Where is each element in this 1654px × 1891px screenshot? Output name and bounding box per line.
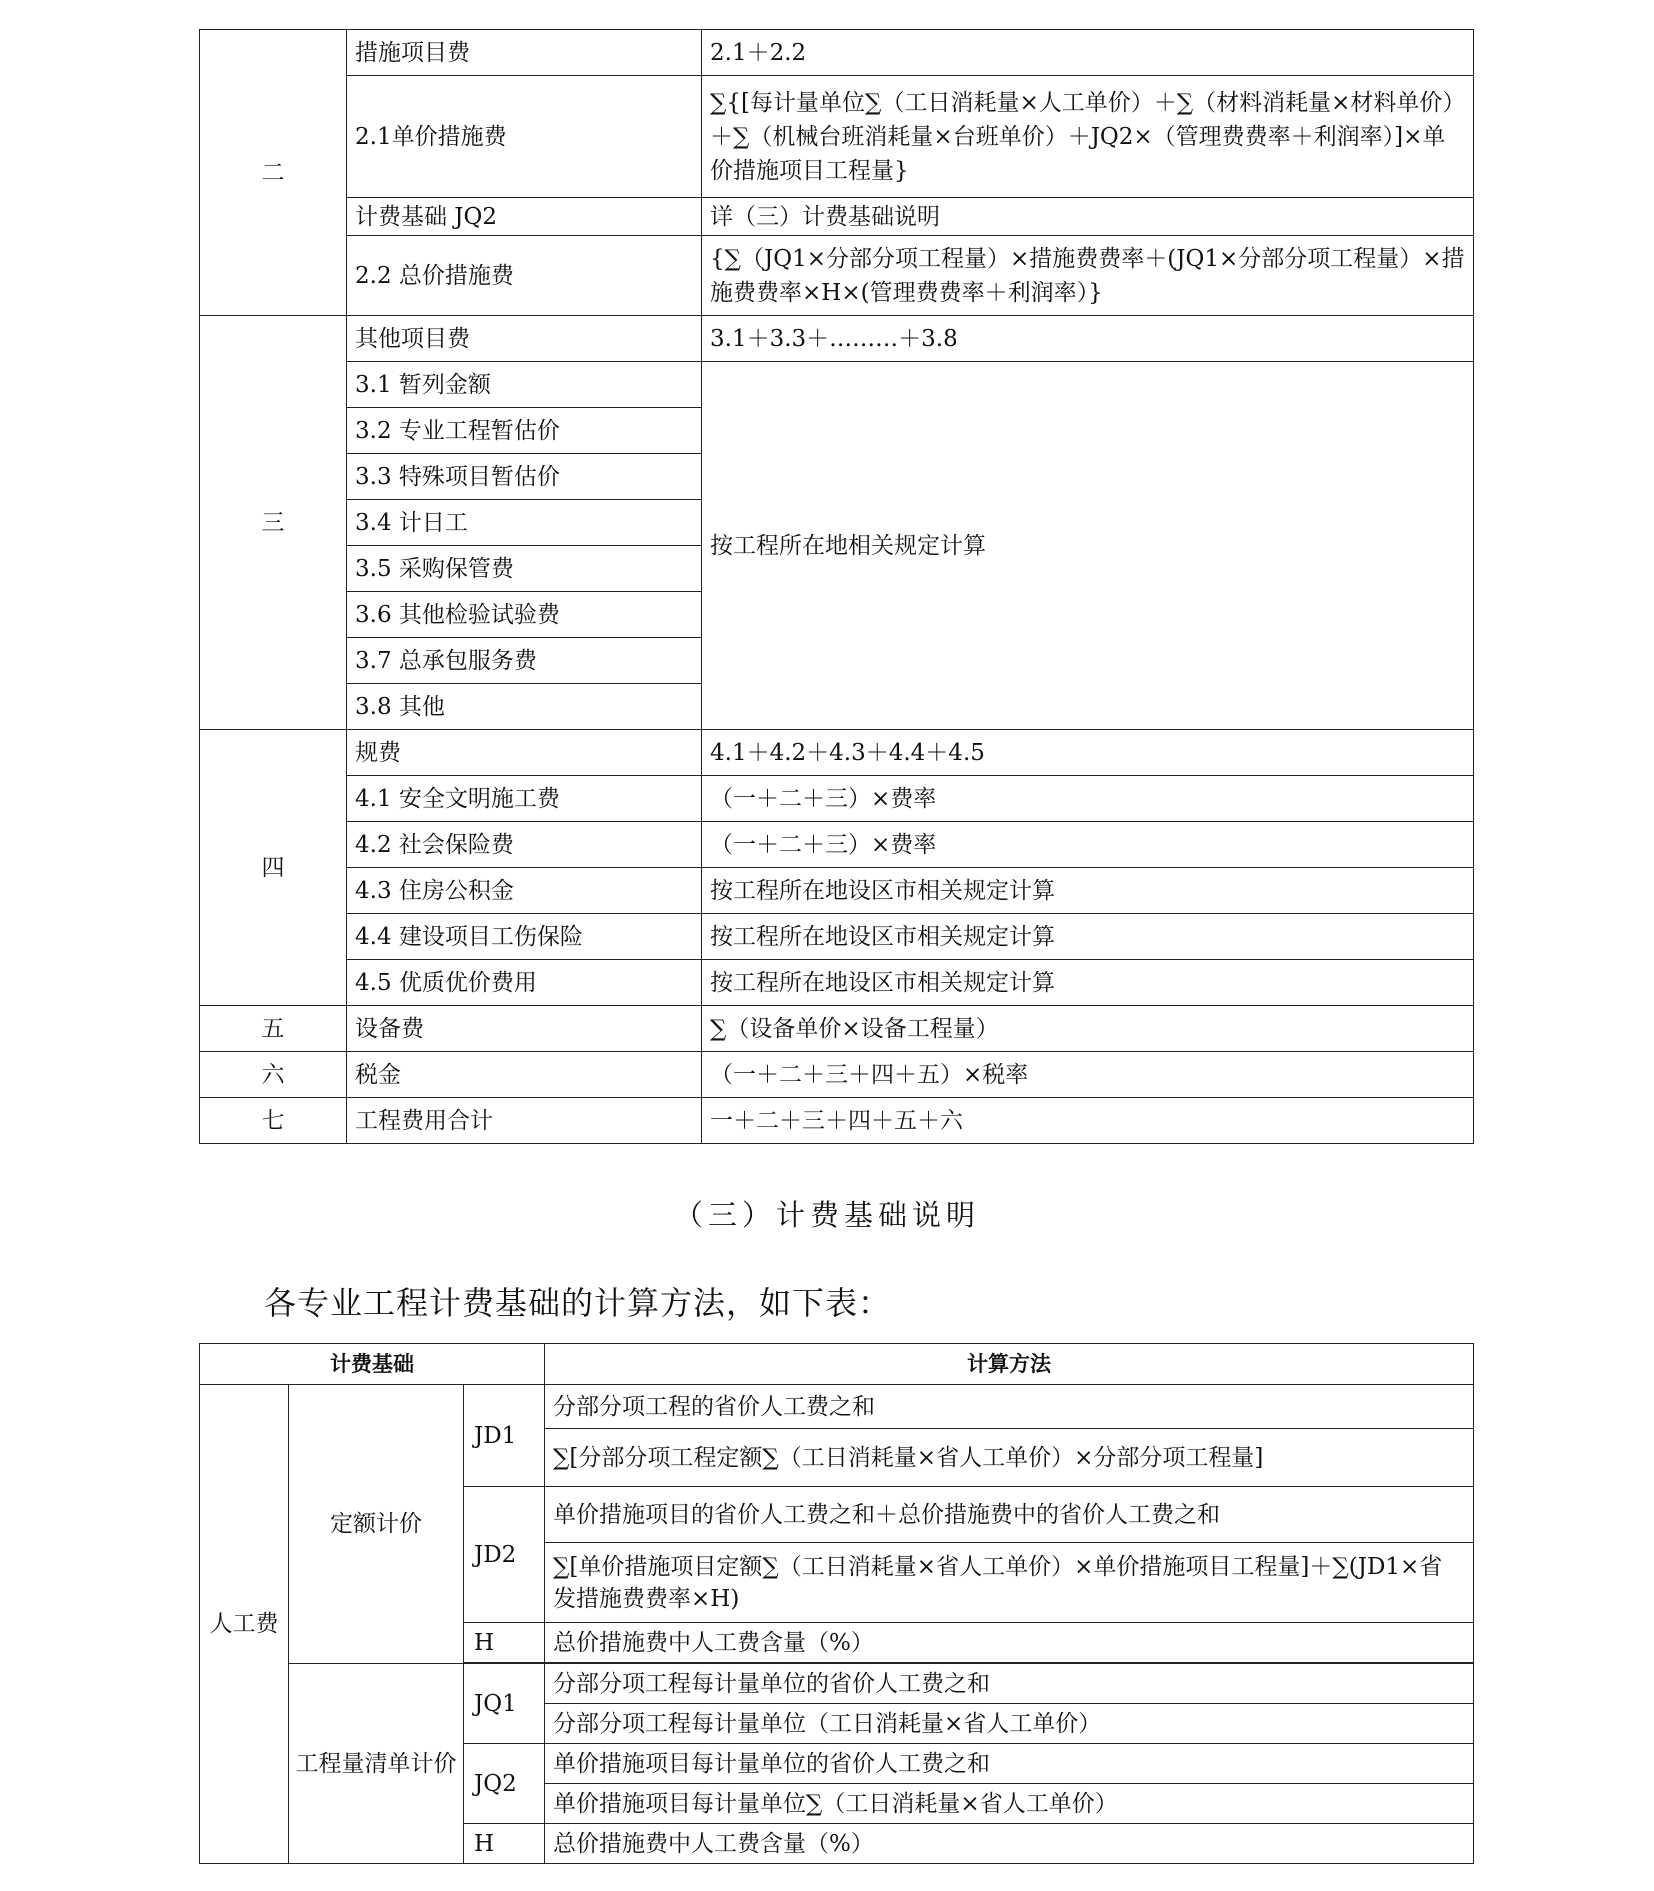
- bill-pricing: 工程量清单计价: [289, 1664, 464, 1864]
- section-num-2: 二: [200, 30, 347, 316]
- section-num-3: 三: [200, 316, 347, 730]
- item-formula: ∑{[每计量单位∑（工日消耗量×人工单价）＋∑（材料消耗量×材料单价）＋∑（机械台班消耗量×台班单价）＋JQ2×（管理费费率＋利润率）]×单价措施项目工程量}: [702, 76, 1474, 198]
- item-formula: 4.1＋4.2＋4.3＋4.4＋4.5: [702, 730, 1474, 776]
- item-name: 3.1 暂列金额: [347, 362, 702, 408]
- item-formula: 一＋二＋三＋四＋五＋六: [702, 1098, 1474, 1144]
- item-name: 3.8 其他: [347, 684, 702, 730]
- item-name: 规费: [347, 730, 702, 776]
- item-formula: 按工程所在地设区市相关规定计算: [702, 960, 1474, 1006]
- key-h: H: [464, 1824, 545, 1864]
- item-name: 4.4 建设项目工伤保险: [347, 914, 702, 960]
- item-name: 4.3 住房公积金: [347, 868, 702, 914]
- intro-paragraph: 各专业工程计费基础的计算方法，如下表：: [264, 1284, 892, 1322]
- method-line: 分部分项工程每计量单位（工日消耗量×省人工单价）: [545, 1704, 1474, 1744]
- method-line: 分部分项工程的省价人工费之和: [545, 1385, 1474, 1429]
- method-line: ∑[分部分项工程定额∑（工日消耗量×省人工单价）×分部分项工程量]: [545, 1429, 1474, 1487]
- item-name: 3.4 计日工: [347, 500, 702, 546]
- item-formula: 按工程所在地设区市相关规定计算: [702, 914, 1474, 960]
- item-name: 2.2 总价措施费: [347, 236, 702, 316]
- key-jq2: JQ2: [464, 1744, 545, 1824]
- header-method: 计算方法: [545, 1344, 1474, 1385]
- section-num-7: 七: [200, 1098, 347, 1144]
- method-line: 单价措施项目每计量单位的省价人工费之和: [545, 1744, 1474, 1784]
- section-num-6: 六: [200, 1052, 347, 1098]
- billing-basis-table: [199, 1343, 1474, 1864]
- item-formula: ∑（设备单价×设备工程量）: [702, 1006, 1474, 1052]
- item-formula: 按工程所在地设区市相关规定计算: [702, 868, 1474, 914]
- item-name: 税金: [347, 1052, 702, 1098]
- item-name: 设备费: [347, 1006, 702, 1052]
- item-name: 3.5 采购保管费: [347, 546, 702, 592]
- method-line: 单价措施项目的省价人工费之和＋总价措施费中的省价人工费之和: [545, 1487, 1474, 1543]
- method-line: 分部分项工程每计量单位的省价人工费之和: [545, 1664, 1474, 1704]
- item-name: 4.2 社会保险费: [347, 822, 702, 868]
- section-title: （三）计费基础说明: [673, 1198, 980, 1232]
- cost-composition-table: [199, 29, 1474, 1144]
- item-name: 其他项目费: [347, 316, 702, 362]
- key-jq1: JQ1: [464, 1664, 545, 1744]
- shared-formula: 按工程所在地相关规定计算: [702, 362, 1474, 730]
- item-name: 3.6 其他检验试验费: [347, 592, 702, 638]
- method-line: 单价措施项目每计量单位∑（工日消耗量×省人工单价）: [545, 1784, 1474, 1824]
- item-name: 2.1单价措施费: [347, 76, 702, 198]
- item-formula: （一＋二＋三）×费率: [702, 776, 1474, 822]
- item-name: 计费基础 JQ2: [347, 198, 702, 236]
- key-jd1: JD1: [464, 1385, 545, 1487]
- item-name: 措施项目费: [347, 30, 702, 76]
- item-name: 4.1 安全文明施工费: [347, 776, 702, 822]
- category-labor: 人工费: [200, 1385, 289, 1864]
- quota-pricing: 定额计价: [289, 1385, 464, 1664]
- item-formula: 3.1＋3.3＋………＋3.8: [702, 316, 1474, 362]
- item-name: 3.3 特殊项目暂估价: [347, 454, 702, 500]
- section-num-5: 五: [200, 1006, 347, 1052]
- item-formula: 2.1＋2.2: [702, 30, 1474, 76]
- item-name: 4.5 优质优价费用: [347, 960, 702, 1006]
- item-name: 3.2 专业工程暂估价: [347, 408, 702, 454]
- section-num-4: 四: [200, 730, 347, 1006]
- method-line: 总价措施费中人工费含量（%）: [545, 1824, 1474, 1864]
- item-formula: （一＋二＋三＋四＋五）×税率: [702, 1052, 1474, 1098]
- item-formula: {∑（JQ1×分部分项工程量）×措施费费率＋(JQ1×分部分项工程量）×措施费费率×H×(管理费费率＋利润率）}: [702, 236, 1474, 316]
- method-line: ∑[单价措施项目定额∑（工日消耗量×省人工单价）×单价措施项目工程量]＋∑(JD1×省发措施费费率×H): [545, 1543, 1474, 1623]
- item-name: 3.7 总承包服务费: [347, 638, 702, 684]
- header-basis: 计费基础: [200, 1344, 545, 1385]
- key-jd2: JD2: [464, 1487, 545, 1623]
- method-line: 总价措施费中人工费含量（%）: [545, 1623, 1474, 1663]
- key-h: H: [464, 1623, 545, 1663]
- item-name: 工程费用合计: [347, 1098, 702, 1144]
- item-formula: （一＋二＋三）×费率: [702, 822, 1474, 868]
- item-formula: 详（三）计费基础说明: [702, 198, 1474, 236]
